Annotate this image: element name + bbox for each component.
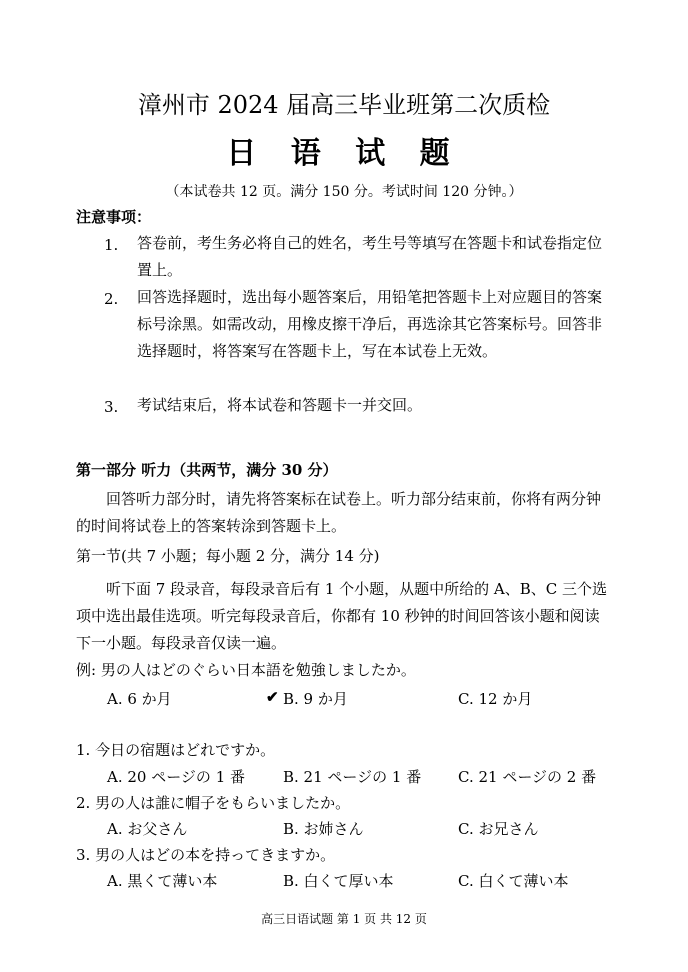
example-question: 例: 男の人はどのぐらい日本語を勉強しましたか。 [76,661,416,679]
question-1: 1. 今日の宿題はどれですか。 [76,741,276,759]
note-number: 1. [104,236,119,254]
check-mark-icon: ✔ [266,688,279,706]
page-footer: 高三日语试题 第 1 页 共 12 页 [261,912,427,926]
page-title: 漳州市 2024 届高三毕业班第二次质检 [137,91,551,119]
option-b: B. 21 ページの 1 番 [283,768,422,786]
note-number: 3. [104,398,119,416]
note-text: 答卷前，考生务必将自己的姓名，考生号等填写在答题卡和试卷指定位置上。 [137,234,603,279]
option-a: A. お父さん [107,820,188,838]
option-b: B. 白くて厚い本 [283,872,394,890]
note-text: 考试结束后，将本试卷和答题卡一并交回。 [137,396,423,414]
option-b: B. お姉さん [283,820,364,838]
option-c: C. お兄さん [458,820,539,838]
option-a: A. 黒くて薄い本 [107,872,218,890]
example-option-b: B. 9 か月 [283,690,348,708]
notes-heading: 注意事项： [76,208,152,226]
option-c: C. 白くて薄い本 [458,872,569,890]
question-3: 3. 男の人はどの本を持ってきますか。 [76,846,336,864]
subject-title: 日 语 试 题 [226,136,462,171]
example-option-a: A. 6 か月 [107,690,172,708]
question-2: 2. 男の人は誰に帽子をもらいましたか。 [76,794,351,812]
option-c: C. 21 ページの 2 番 [458,768,597,786]
part1-heading: 第一部分 听力（共两节，满分 30 分） [76,461,338,479]
option-a: A. 20 ページの 1 番 [107,768,246,786]
exam-info: （本试卷共 12 页。满分 150 分。考试时间 120 分钟。） [165,184,523,200]
section1-instructions: 听下面 7 段录音，每段录音后有 1 个小题，从题中所给的 A、B、C 三个选项中选出最佳选项。听完每段录音后，你都有 10 秒钟的时间回答该小题和阅读下一小题。每段录音仅读一遍。 [76,580,608,652]
note-number: 2. [104,290,119,308]
part1-intro: 回答听力部分时，请先将答案标在试卷上。听力部分结束前，你将有两分钟的时间将试卷上的答案转涂到答题卡上。 [76,490,602,535]
example-option-c: C. 12 か月 [458,690,533,708]
section1-heading: 第一节(共 7 小题；每小题 2 分，满分 14 分) [76,547,380,565]
note-text: 回答选择题时，选出每小题答案后，用铅笔把答题卡上对应题目的答案标号涂黑。如需改动，用橡皮擦干净后，再选涂其它答案标号。回答非选择题时，将答案写在答题卡上，写在本试卷上无效。 [137,288,603,360]
